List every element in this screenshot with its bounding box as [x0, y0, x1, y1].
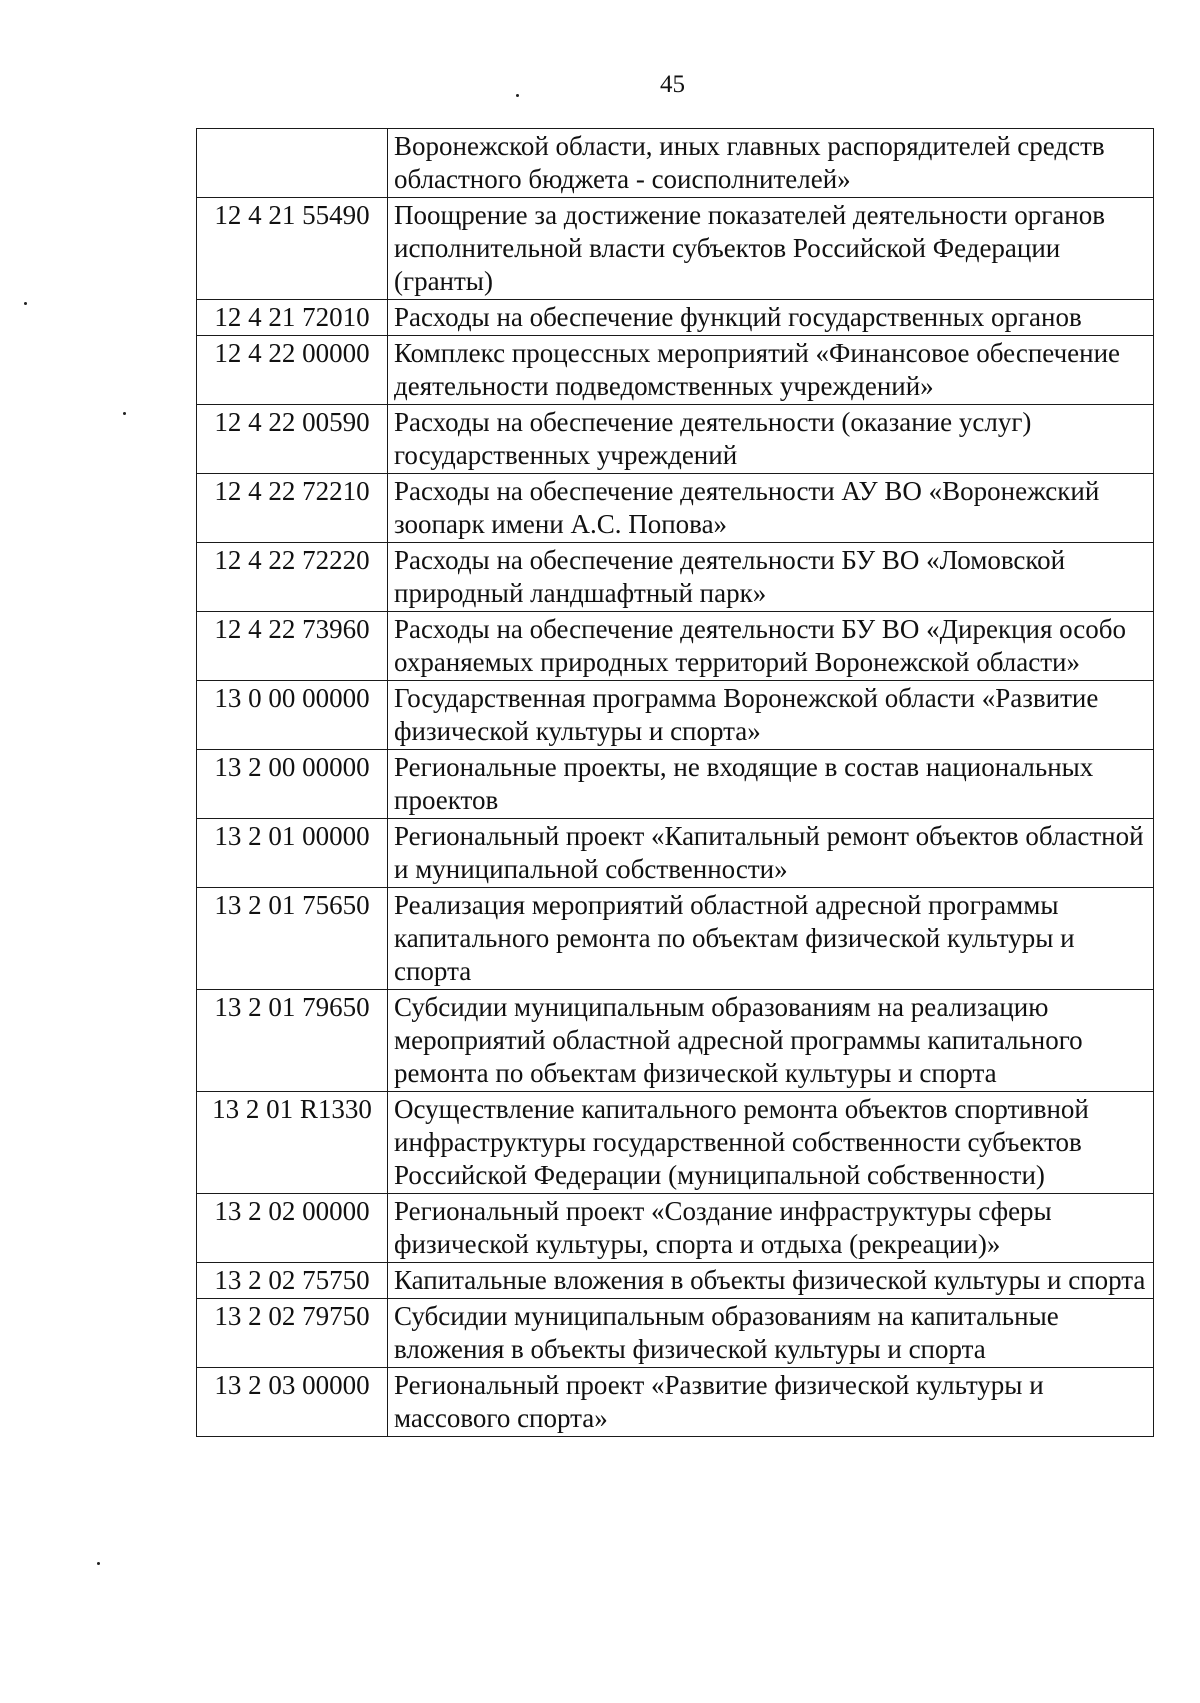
expense-description-cell: Региональный проект «Развитие физической культуры и массового спорта»	[388, 1368, 1154, 1437]
table-row	[197, 1263, 1154, 1299]
table-row	[197, 1092, 1154, 1194]
table-row	[197, 1299, 1154, 1368]
classification-code-cell: 13 2 03 00000	[197, 1368, 388, 1437]
table-row	[197, 1368, 1154, 1437]
expense-description-cell: Расходы на обеспечение деятельности БУ ВО «Дирекция особо охраняемых природных территорий Воронежской области»	[388, 612, 1154, 681]
classification-code-cell: 12 4 22 00000	[197, 336, 388, 405]
expense-description-cell: Воронежской области, иных главных распорядителей средств областного бюджета - соисполнителей»	[388, 129, 1154, 198]
scan-speck	[24, 302, 27, 305]
table-row	[197, 300, 1154, 336]
expense-description-cell: Региональный проект «Капитальный ремонт объектов областной и муниципальной собственности»	[388, 819, 1154, 888]
expense-description-cell: Расходы на обеспечение деятельности (оказание услуг) государственных учреждений	[388, 405, 1154, 474]
expense-description-cell: Осуществление капитального ремонта объектов спортивной инфраструктуры государственной собственности субъектов Российской Федерации (муниципальной собственности)	[388, 1092, 1154, 1194]
table-row	[197, 888, 1154, 990]
scan-speck	[123, 412, 126, 415]
classification-code-cell: 12 4 21 55490	[197, 198, 388, 300]
expense-description-cell: Расходы на обеспечение деятельности АУ ВО «Воронежский зоопарк имени А.С. Попова»	[388, 474, 1154, 543]
classification-code-cell: 13 0 00 00000	[197, 681, 388, 750]
expense-description-cell: Государственная программа Воронежской области «Развитие физической культуры и спорта»	[388, 681, 1154, 750]
classification-code-cell: 13 2 01 75650	[197, 888, 388, 990]
classification-code-cell: 12 4 22 73960	[197, 612, 388, 681]
expense-description-cell: Региональный проект «Создание инфраструктуры сферы физической культуры, спорта и отдыха (рекреации)»	[388, 1194, 1154, 1263]
table-row	[197, 612, 1154, 681]
table-row	[197, 819, 1154, 888]
table-body	[197, 129, 1154, 1437]
table-row	[197, 405, 1154, 474]
expense-description-cell: Субсидии муниципальным образованиям на капитальные вложения в объекты физической культуры и спорта	[388, 1299, 1154, 1368]
classification-code-cell: 12 4 21 72010	[197, 300, 388, 336]
classification-code-cell: 13 2 02 75750	[197, 1263, 388, 1299]
table-row	[197, 474, 1154, 543]
classification-code-cell: 13 2 00 00000	[197, 750, 388, 819]
table-row	[197, 990, 1154, 1092]
table-row	[197, 543, 1154, 612]
table-row	[197, 1194, 1154, 1263]
classification-code-cell: 12 4 22 72210	[197, 474, 388, 543]
page-number: 45	[660, 71, 685, 98]
classification-code-cell: 13 2 02 00000	[197, 1194, 388, 1263]
expense-description-cell: Капитальные вложения в объекты физической культуры и спорта	[388, 1263, 1154, 1299]
table-row	[197, 750, 1154, 819]
table-row	[197, 336, 1154, 405]
expense-description-cell: Расходы на обеспечение функций государственных органов	[388, 300, 1154, 336]
classification-code-cell: 13 2 01 79650	[197, 990, 388, 1092]
expense-description-cell: Субсидии муниципальным образованиям на реализацию мероприятий областной адресной программы капитального ремонта по объектам физической культуры и спорта	[388, 990, 1154, 1092]
expense-description-cell: Реализация мероприятий областной адресной программы капитального ремонта по объектам физической культуры и спорта	[388, 888, 1154, 990]
expense-description-cell: Расходы на обеспечение деятельности БУ ВО «Ломовской природный ландшафтный парк»	[388, 543, 1154, 612]
table-row	[197, 198, 1154, 300]
scan-speck	[97, 1562, 100, 1565]
expense-description-cell: Поощрение за достижение показателей деятельности органов исполнительной власти субъектов Российской Федерации (гранты)	[388, 198, 1154, 300]
classification-code-cell: 12 4 22 72220	[197, 543, 388, 612]
table-row	[197, 681, 1154, 750]
classification-code-cell: 12 4 22 00590	[197, 405, 388, 474]
budget-classification-table	[196, 128, 1154, 1437]
expense-description-cell: Комплекс процессных мероприятий «Финансовое обеспечение деятельности подведомственных учреждений»	[388, 336, 1154, 405]
classification-code-cell: 13 2 02 79750	[197, 1299, 388, 1368]
classification-code-cell	[197, 129, 388, 198]
table-row	[197, 129, 1154, 198]
classification-code-cell: 13 2 01 00000	[197, 819, 388, 888]
expense-description-cell: Региональные проекты, не входящие в состав национальных проектов	[388, 750, 1154, 819]
classification-code-cell: 13 2 01 R1330	[197, 1092, 388, 1194]
scan-speck	[516, 94, 519, 97]
